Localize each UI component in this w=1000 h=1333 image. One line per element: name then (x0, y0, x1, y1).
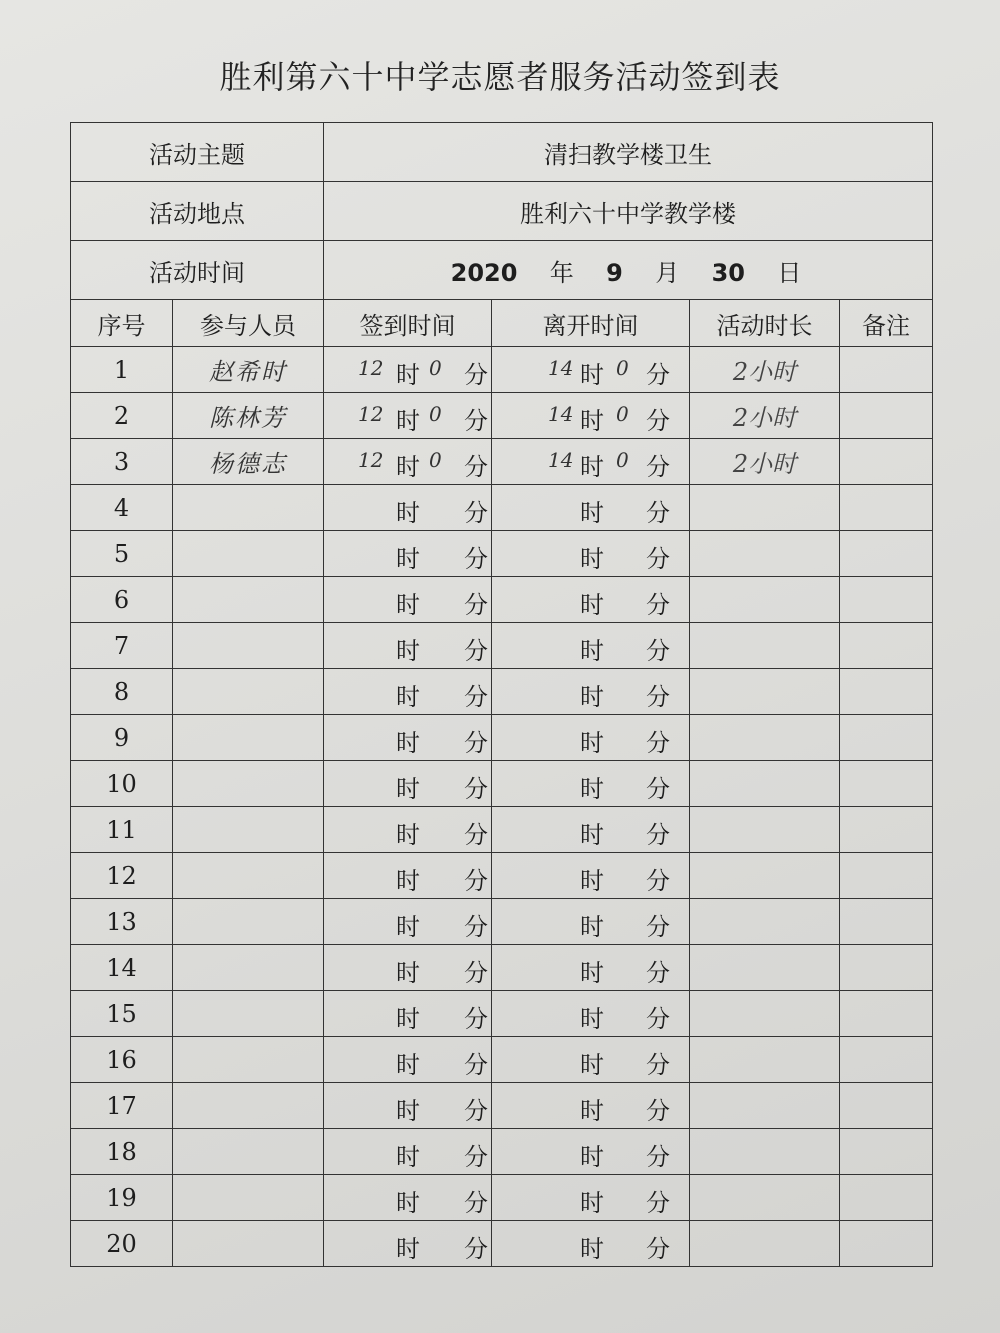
minute-unit: 分 (646, 1051, 670, 1079)
participant-signature (173, 899, 324, 945)
checkin-time (324, 991, 492, 1037)
leave-time (492, 991, 690, 1037)
checkin-time (324, 347, 492, 393)
activity-duration (690, 1175, 840, 1221)
checkin-minute: 0 (429, 356, 442, 380)
theme-value: 清扫教学楼卫生 (324, 123, 933, 182)
remark (840, 1037, 933, 1083)
participant-signature: 赵希时 (173, 347, 324, 393)
participant-signature (173, 853, 324, 899)
hour-unit: 时 (396, 591, 420, 619)
table-row (71, 853, 933, 899)
activity-duration (690, 531, 840, 577)
checkin-minute: 0 (429, 402, 442, 426)
hour-unit: 时 (396, 453, 420, 481)
minute-unit: 分 (464, 959, 488, 987)
participant-signature (173, 1083, 324, 1129)
minute-unit: 分 (464, 821, 488, 849)
participant-signature (173, 991, 324, 1037)
checkin-time (324, 531, 492, 577)
hour-unit: 时 (396, 821, 420, 849)
leave-time (492, 623, 690, 669)
hour-unit: 时 (396, 499, 420, 527)
row-number: 2 (71, 393, 173, 439)
participant-signature (173, 623, 324, 669)
header-no: 序号 (71, 300, 173, 347)
header-checkin: 签到时间 (324, 300, 492, 347)
table-row (71, 531, 933, 577)
table-row (71, 439, 933, 485)
table-row (71, 347, 933, 393)
time-label: 活动时间 (71, 241, 324, 300)
minute-unit: 分 (464, 913, 488, 941)
minute-unit: 分 (646, 913, 670, 941)
hour-unit: 时 (396, 683, 420, 711)
table-row (71, 1037, 933, 1083)
leave-time (492, 531, 690, 577)
hour-unit: 时 (580, 1235, 604, 1263)
minute-unit: 分 (464, 545, 488, 573)
hour-unit: 时 (396, 775, 420, 803)
minute-unit: 分 (646, 1005, 670, 1033)
remark (840, 991, 933, 1037)
checkin-time (324, 853, 492, 899)
minute-unit: 分 (464, 683, 488, 711)
leave-minute: 0 (616, 448, 629, 472)
hour-unit: 时 (396, 959, 420, 987)
row-number: 6 (71, 577, 173, 623)
leave-minute: 0 (616, 356, 629, 380)
row-number: 13 (71, 899, 173, 945)
row-number: 14 (71, 945, 173, 991)
row-number: 20 (71, 1221, 173, 1267)
header-row (71, 300, 933, 347)
hour-unit: 时 (580, 453, 604, 481)
activity-duration (690, 669, 840, 715)
leave-hour: 14 (548, 402, 574, 426)
leave-time (492, 945, 690, 991)
leave-minute: 0 (616, 402, 629, 426)
leave-time (492, 761, 690, 807)
checkin-time (324, 761, 492, 807)
activity-duration (690, 761, 840, 807)
participant-signature: 杨德志 (173, 439, 324, 485)
participant-signature (173, 945, 324, 991)
minute-unit: 分 (464, 1005, 488, 1033)
leave-time (492, 899, 690, 945)
minute-unit: 分 (464, 1189, 488, 1217)
table-row (71, 393, 933, 439)
leave-time (492, 439, 690, 485)
activity-duration (690, 485, 840, 531)
info-row-place (71, 182, 933, 241)
remark (840, 669, 933, 715)
hour-unit: 时 (580, 1097, 604, 1125)
place-label: 活动地点 (71, 182, 324, 241)
checkin-hour: 12 (358, 402, 384, 426)
minute-unit: 分 (646, 959, 670, 987)
leave-time (492, 577, 690, 623)
date-month-unit: 月 (655, 258, 680, 287)
leave-time (492, 1175, 690, 1221)
minute-unit: 分 (464, 775, 488, 803)
hour-unit: 时 (580, 1143, 604, 1171)
remark (840, 393, 933, 439)
table-row (71, 899, 933, 945)
checkin-time (324, 899, 492, 945)
participant-signature (173, 1037, 324, 1083)
hour-unit: 时 (580, 637, 604, 665)
checkin-time (324, 623, 492, 669)
participant-signature (173, 1129, 324, 1175)
checkin-hour: 12 (358, 356, 384, 380)
remark (840, 945, 933, 991)
leave-time (492, 807, 690, 853)
minute-unit: 分 (646, 361, 670, 389)
row-number: 8 (71, 669, 173, 715)
leave-time (492, 393, 690, 439)
checkin-time (324, 715, 492, 761)
participant-signature (173, 1175, 324, 1221)
hour-unit: 时 (580, 775, 604, 803)
table-row (71, 807, 933, 853)
remark (840, 1221, 933, 1267)
row-number: 15 (71, 991, 173, 1037)
participant-signature (173, 669, 324, 715)
hour-unit: 时 (580, 913, 604, 941)
hour-unit: 时 (396, 1051, 420, 1079)
checkin-time (324, 1175, 492, 1221)
minute-unit: 分 (646, 775, 670, 803)
table-row (71, 577, 933, 623)
remark (840, 807, 933, 853)
minute-unit: 分 (646, 683, 670, 711)
minute-unit: 分 (464, 361, 488, 389)
participant-signature: 陈林芳 (173, 393, 324, 439)
hour-unit: 时 (580, 959, 604, 987)
info-row-time (71, 241, 933, 300)
activity-duration (690, 577, 840, 623)
minute-unit: 分 (464, 729, 488, 757)
minute-unit: 分 (646, 545, 670, 573)
table-row (71, 945, 933, 991)
minute-unit: 分 (646, 453, 670, 481)
minute-unit: 分 (646, 499, 670, 527)
row-number: 10 (71, 761, 173, 807)
table-row (71, 1083, 933, 1129)
activity-duration: 2小时 (690, 439, 840, 485)
row-number: 17 (71, 1083, 173, 1129)
checkin-time (324, 1221, 492, 1267)
hour-unit: 时 (580, 1051, 604, 1079)
info-row-theme (71, 123, 933, 182)
leave-time (492, 347, 690, 393)
hour-unit: 时 (580, 591, 604, 619)
table-row (71, 485, 933, 531)
minute-unit: 分 (464, 637, 488, 665)
theme-label: 活动主题 (71, 123, 324, 182)
minute-unit: 分 (646, 1235, 670, 1263)
minute-unit: 分 (646, 591, 670, 619)
minute-unit: 分 (464, 1235, 488, 1263)
leave-time (492, 1037, 690, 1083)
hour-unit: 时 (396, 913, 420, 941)
minute-unit: 分 (646, 637, 670, 665)
activity-duration (690, 807, 840, 853)
checkin-time (324, 1083, 492, 1129)
leave-time (492, 853, 690, 899)
row-number: 18 (71, 1129, 173, 1175)
remark (840, 531, 933, 577)
leave-hour: 14 (548, 448, 574, 472)
minute-unit: 分 (646, 1097, 670, 1125)
page-title: 胜利第六十中学志愿者服务活动签到表 (219, 58, 781, 96)
activity-duration: 2小时 (690, 347, 840, 393)
remark (840, 1083, 933, 1129)
minute-unit: 分 (464, 499, 488, 527)
participant-signature (173, 715, 324, 761)
participant-signature (173, 761, 324, 807)
leave-time (492, 715, 690, 761)
date-year: 2020 (450, 258, 518, 287)
row-number: 1 (71, 347, 173, 393)
hour-unit: 时 (396, 1189, 420, 1217)
activity-duration (690, 1129, 840, 1175)
participant-signature (173, 485, 324, 531)
hour-unit: 时 (580, 1189, 604, 1217)
checkin-time (324, 1129, 492, 1175)
checkin-time (324, 577, 492, 623)
activity-duration: 2小时 (690, 393, 840, 439)
checkin-time (324, 945, 492, 991)
hour-unit: 时 (396, 729, 420, 757)
minute-unit: 分 (646, 867, 670, 895)
activity-date (324, 241, 933, 300)
row-number: 16 (71, 1037, 173, 1083)
activity-duration (690, 945, 840, 991)
leave-time (492, 485, 690, 531)
remark (840, 853, 933, 899)
checkin-hour: 12 (358, 448, 384, 472)
header-person: 参与人员 (173, 300, 324, 347)
minute-unit: 分 (464, 407, 488, 435)
activity-duration (690, 991, 840, 1037)
participant-signature (173, 531, 324, 577)
table-row (71, 1175, 933, 1221)
leave-time (492, 1221, 690, 1267)
table-row (71, 1129, 933, 1175)
remark (840, 1129, 933, 1175)
leave-time (492, 1129, 690, 1175)
row-number: 5 (71, 531, 173, 577)
activity-duration (690, 853, 840, 899)
table-row (71, 623, 933, 669)
hour-unit: 时 (396, 1235, 420, 1263)
hour-unit: 时 (396, 407, 420, 435)
row-number: 19 (71, 1175, 173, 1221)
table-row (71, 761, 933, 807)
activity-duration (690, 1037, 840, 1083)
checkin-time (324, 807, 492, 853)
hour-unit: 时 (396, 361, 420, 389)
minute-unit: 分 (464, 591, 488, 619)
activity-duration (690, 1083, 840, 1129)
minute-unit: 分 (464, 867, 488, 895)
remark (840, 1175, 933, 1221)
hour-unit: 时 (396, 1005, 420, 1033)
minute-unit: 分 (464, 453, 488, 481)
date-day: 30 (711, 258, 745, 287)
row-number: 7 (71, 623, 173, 669)
row-number: 11 (71, 807, 173, 853)
row-number: 3 (71, 439, 173, 485)
row-number: 12 (71, 853, 173, 899)
table-row (71, 715, 933, 761)
hour-unit: 时 (580, 683, 604, 711)
activity-duration (690, 899, 840, 945)
date-day-unit: 日 (777, 258, 802, 287)
remark (840, 577, 933, 623)
table-row (71, 669, 933, 715)
table-row (71, 1221, 933, 1267)
minute-unit: 分 (464, 1051, 488, 1079)
minute-unit: 分 (646, 1143, 670, 1171)
row-number: 4 (71, 485, 173, 531)
hour-unit: 时 (396, 545, 420, 573)
checkin-time (324, 485, 492, 531)
hour-unit: 时 (580, 1005, 604, 1033)
remark (840, 761, 933, 807)
remark (840, 485, 933, 531)
minute-unit: 分 (646, 407, 670, 435)
hour-unit: 时 (396, 637, 420, 665)
leave-time (492, 1083, 690, 1129)
minute-unit: 分 (646, 1189, 670, 1217)
hour-unit: 时 (580, 407, 604, 435)
hour-unit: 时 (580, 729, 604, 757)
header-remark: 备注 (840, 300, 933, 347)
minute-unit: 分 (646, 821, 670, 849)
hour-unit: 时 (396, 867, 420, 895)
checkin-time (324, 439, 492, 485)
leave-hour: 14 (548, 356, 574, 380)
participant-signature (173, 807, 324, 853)
row-number: 9 (71, 715, 173, 761)
hour-unit: 时 (580, 821, 604, 849)
checkin-time (324, 1037, 492, 1083)
activity-duration (690, 1221, 840, 1267)
hour-unit: 时 (580, 867, 604, 895)
checkin-time (324, 669, 492, 715)
minute-unit: 分 (464, 1143, 488, 1171)
remark (840, 439, 933, 485)
header-leave: 离开时间 (492, 300, 690, 347)
hour-unit: 时 (396, 1143, 420, 1171)
leave-time (492, 669, 690, 715)
remark (840, 715, 933, 761)
participant-signature (173, 577, 324, 623)
checkin-time (324, 393, 492, 439)
hour-unit: 时 (580, 545, 604, 573)
remark (840, 899, 933, 945)
minute-unit: 分 (646, 729, 670, 757)
header-duration: 活动时长 (690, 300, 840, 347)
sign-in-table (70, 122, 933, 1267)
remark (840, 347, 933, 393)
date-month: 9 (606, 258, 623, 287)
place-value: 胜利六十中学教学楼 (324, 182, 933, 241)
remark (840, 623, 933, 669)
participant-signature (173, 1221, 324, 1267)
hour-unit: 时 (580, 361, 604, 389)
table-row (71, 991, 933, 1037)
minute-unit: 分 (464, 1097, 488, 1125)
hour-unit: 时 (580, 499, 604, 527)
checkin-minute: 0 (429, 448, 442, 472)
date-year-unit: 年 (549, 258, 574, 287)
activity-duration (690, 715, 840, 761)
activity-duration (690, 623, 840, 669)
hour-unit: 时 (396, 1097, 420, 1125)
